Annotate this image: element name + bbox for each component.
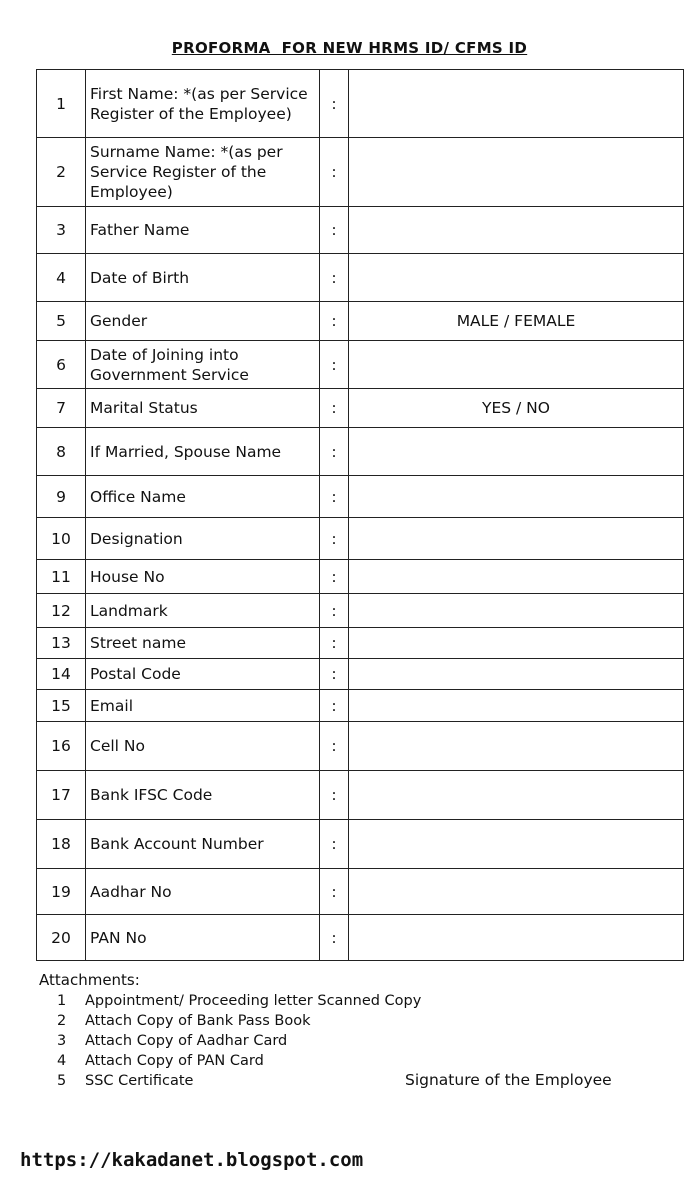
field-label: Gender [86, 302, 320, 341]
field-value[interactable] [349, 915, 684, 961]
field-label: House No [86, 560, 320, 594]
row-number: 6 [37, 341, 86, 389]
row-number: 16 [37, 722, 86, 771]
row-number: 18 [37, 820, 86, 869]
colon-separator: : [320, 628, 349, 659]
field-label: Postal Code [86, 659, 320, 690]
attachment-number: 2 [57, 1013, 67, 1029]
table-row [37, 70, 684, 138]
attachment-number: 1 [57, 993, 67, 1009]
table-row [37, 659, 684, 690]
row-number: 1 [37, 70, 86, 138]
field-label: Surname Name: *(as per Service Register of the Employee) [86, 138, 320, 207]
row-number: 15 [37, 690, 86, 722]
field-label: Bank Account Number [86, 820, 320, 869]
colon-separator: : [320, 518, 349, 560]
field-value[interactable] [349, 70, 684, 138]
field-value[interactable] [349, 628, 684, 659]
row-number: 10 [37, 518, 86, 560]
attachments-list [39, 991, 421, 1091]
attachment-item [39, 1051, 421, 1071]
row-number: 20 [37, 915, 86, 961]
table-row [37, 138, 684, 207]
signature-label: Signature of the Employee [405, 1071, 612, 1089]
attachment-number: 5 [57, 1073, 67, 1089]
table-row [37, 722, 684, 771]
field-value[interactable] [349, 659, 684, 690]
field-label: If Married, Spouse Name [86, 428, 320, 476]
table-row [37, 560, 684, 594]
field-label: PAN No [86, 915, 320, 961]
field-label: Marital Status [86, 389, 320, 428]
attachment-text: Attach Copy of PAN Card [85, 1053, 264, 1069]
row-number: 8 [37, 428, 86, 476]
field-label: Bank IFSC Code [86, 771, 320, 820]
attachment-number: 3 [57, 1033, 67, 1049]
attachment-text: SSC Certificate [85, 1073, 194, 1089]
attachment-text: Appointment/ Proceeding letter Scanned Copy [85, 993, 422, 1009]
row-number: 13 [37, 628, 86, 659]
field-value[interactable] [349, 428, 684, 476]
row-number: 4 [37, 254, 86, 302]
table-row [37, 254, 684, 302]
field-label: Landmark [86, 594, 320, 628]
colon-separator: : [320, 690, 349, 722]
row-number: 19 [37, 869, 86, 915]
table-row [37, 690, 684, 722]
colon-separator: : [320, 254, 349, 302]
table-row [37, 389, 684, 428]
colon-separator: : [320, 869, 349, 915]
attachment-text: Attach Copy of Aadhar Card [85, 1033, 288, 1049]
table-row [37, 771, 684, 820]
colon-separator: : [320, 560, 349, 594]
table-row [37, 428, 684, 476]
colon-separator: : [320, 594, 349, 628]
colon-separator: : [320, 70, 349, 138]
field-value[interactable] [349, 207, 684, 254]
table-row [37, 476, 684, 518]
colon-separator: : [320, 302, 349, 341]
colon-separator: : [320, 138, 349, 207]
field-label: Aadhar No [86, 869, 320, 915]
colon-separator: : [320, 820, 349, 869]
field-value[interactable] [349, 254, 684, 302]
proforma-table [36, 69, 684, 961]
field-label: Email [86, 690, 320, 722]
colon-separator: : [320, 722, 349, 771]
attachment-number: 4 [57, 1053, 67, 1069]
colon-separator: : [320, 389, 349, 428]
colon-separator: : [320, 476, 349, 518]
row-number: 14 [37, 659, 86, 690]
field-label: Office Name [86, 476, 320, 518]
field-value[interactable]: YES / NO [349, 389, 684, 428]
row-number: 3 [37, 207, 86, 254]
row-number: 7 [37, 389, 86, 428]
field-label: Father Name [86, 207, 320, 254]
table-row [37, 869, 684, 915]
attachments-section [39, 971, 421, 1091]
field-value[interactable] [349, 560, 684, 594]
table-row [37, 302, 684, 341]
table-row [37, 915, 684, 961]
colon-separator: : [320, 771, 349, 820]
row-number: 17 [37, 771, 86, 820]
field-label: Date of Joining into Government Service [86, 341, 320, 389]
attachment-item [39, 1031, 421, 1051]
source-url: https://kakadanet.blogspot.com [20, 1149, 364, 1171]
attachment-text: Attach Copy of Bank Pass Book [85, 1013, 311, 1029]
table-row [37, 820, 684, 869]
field-value[interactable] [349, 476, 684, 518]
row-number: 9 [37, 476, 86, 518]
table-row [37, 341, 684, 389]
field-value[interactable] [349, 820, 684, 869]
table-row [37, 518, 684, 560]
table-row [37, 628, 684, 659]
colon-separator: : [320, 341, 349, 389]
colon-separator: : [320, 207, 349, 254]
page-title: PROFORMA FOR NEW HRMS ID/ CFMS ID [171, 39, 528, 57]
field-value[interactable] [349, 341, 684, 389]
field-label: Street name [86, 628, 320, 659]
table-row [37, 594, 684, 628]
field-value[interactable] [349, 690, 684, 722]
field-value[interactable] [349, 869, 684, 915]
row-number: 5 [37, 302, 86, 341]
colon-separator: : [320, 915, 349, 961]
row-number: 12 [37, 594, 86, 628]
field-value[interactable] [349, 722, 684, 771]
row-number: 11 [37, 560, 86, 594]
field-label: First Name: *(as per Service Register of the Employee) [86, 70, 320, 138]
field-value[interactable] [349, 138, 684, 207]
field-label: Designation [86, 518, 320, 560]
attachment-item [39, 1071, 421, 1091]
field-value[interactable] [349, 518, 684, 560]
field-label: Date of Birth [86, 254, 320, 302]
field-value[interactable]: MALE / FEMALE [349, 302, 684, 341]
field-label: Cell No [86, 722, 320, 771]
colon-separator: : [320, 428, 349, 476]
attachment-item [39, 991, 421, 1011]
field-value[interactable] [349, 771, 684, 820]
table-row [37, 207, 684, 254]
field-value[interactable] [349, 594, 684, 628]
attachment-item [39, 1011, 421, 1031]
attachments-title: Attachments: [39, 971, 140, 989]
colon-separator: : [320, 659, 349, 690]
row-number: 2 [37, 138, 86, 207]
